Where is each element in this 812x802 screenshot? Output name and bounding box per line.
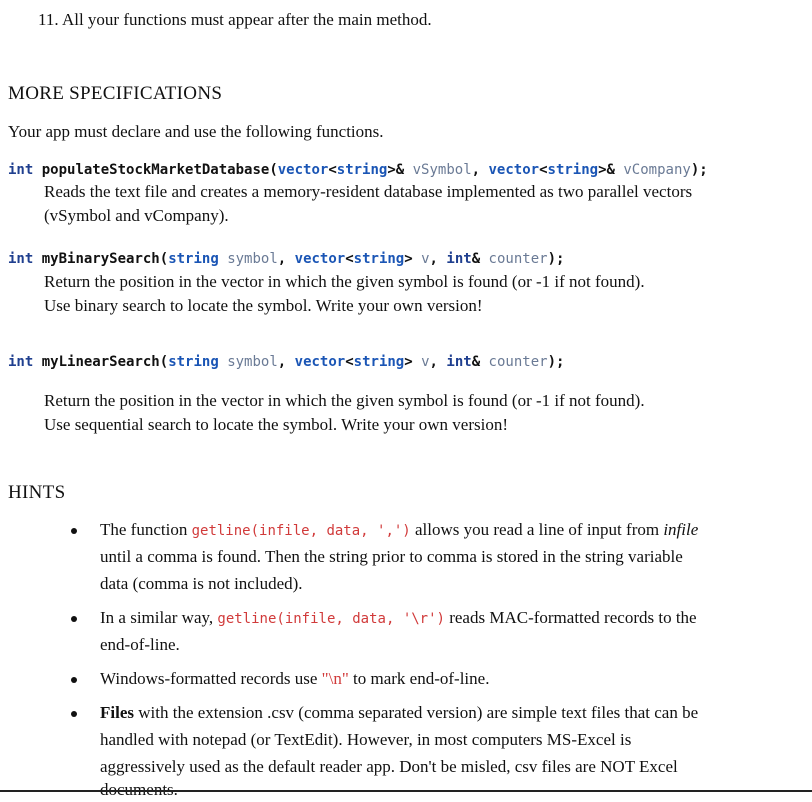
function-description-line: Use binary search to locate the symbol. Write your own version! xyxy=(44,296,483,315)
hint-line: aggressively used as the default reader app. Don't be misled, csv files are NOT Excel xyxy=(100,757,678,776)
page-bottom-rule xyxy=(0,790,812,792)
list-item-text: All your functions must appear after the main method. xyxy=(61,10,432,29)
hint-line: Files with the extension .csv (comma separated version) are simple text files that can be xyxy=(100,703,699,722)
bullet-icon xyxy=(71,528,77,534)
list-item-11 xyxy=(38,8,432,32)
function-description-line: Use sequential search to locate the symbol. Write your own version! xyxy=(44,415,509,434)
function-signature-populate: int populateStockMarketDatabase(vector<string>& vSymbol, vector<string>& vCompany); xyxy=(8,162,708,178)
inline-code: getline(infile, data, '\r') xyxy=(217,611,445,627)
hint-line: handled with notepad (or TextEdit). However, in most computers MS-Excel is xyxy=(100,730,632,749)
return-type: int xyxy=(8,251,34,267)
section-heading-more-specifications: MORE SPECIFICATIONS xyxy=(8,83,223,104)
hint-line: end-of-line. xyxy=(100,635,180,654)
list-item-number: 11. xyxy=(38,10,59,29)
hint-line: Windows-formatted records use "\n" to mark end-of-line. xyxy=(100,669,490,688)
specs-intro: Your app must declare and use the following functions. xyxy=(8,122,384,141)
hint-line: data (comma is not included). xyxy=(100,574,303,593)
param-name: vSymbol xyxy=(404,162,472,178)
function-description-line: Return the position in the vector in which the given symbol is found (or -1 if not found). xyxy=(44,272,645,291)
function-description-line: Reads the text file and creates a memory-resident database implemented as two parallel vectors xyxy=(44,182,693,201)
param-name: vCompany xyxy=(614,162,691,178)
hint-line: until a comma is found. Then the string prior to comma is stored in the string variable xyxy=(100,547,683,566)
section-heading-hints: HINTS xyxy=(8,482,66,503)
param-name: counter xyxy=(480,251,548,267)
return-type: int xyxy=(8,354,34,370)
inline-code: getline(infile, data, ',') xyxy=(191,523,411,539)
function-signature-linear-search: int myLinearSearch(string symbol, vector<string> v, int& counter); xyxy=(8,354,565,370)
param-name: v xyxy=(412,251,430,267)
param-name: symbol xyxy=(218,354,278,370)
bullet-icon xyxy=(71,711,77,717)
function-description-line: (vSymbol and vCompany). xyxy=(44,206,229,225)
function-description-line: Return the position in the vector in which the given symbol is found (or -1 if not found). xyxy=(44,391,645,410)
function-name: populateStockMarketDatabase xyxy=(41,162,270,178)
function-name: myLinearSearch xyxy=(41,354,160,370)
param-name: counter xyxy=(480,354,548,370)
inline-code: "\n" xyxy=(321,669,349,688)
bullet-icon xyxy=(71,616,77,622)
param-name: v xyxy=(412,354,430,370)
param-name: symbol xyxy=(218,251,278,267)
function-name: myBinarySearch xyxy=(41,251,160,267)
hint-line: In a similar way, getline(infile, data, '\r') reads MAC-formatted records to the xyxy=(100,608,697,627)
hint-line: The function getline(infile, data, ',') allows you read a line of input from infile xyxy=(100,520,699,539)
return-type: int xyxy=(8,162,34,178)
bullet-icon xyxy=(71,677,77,683)
function-signature-binary-search: int myBinarySearch(string symbol, vector<string> v, int& counter); xyxy=(8,251,565,267)
